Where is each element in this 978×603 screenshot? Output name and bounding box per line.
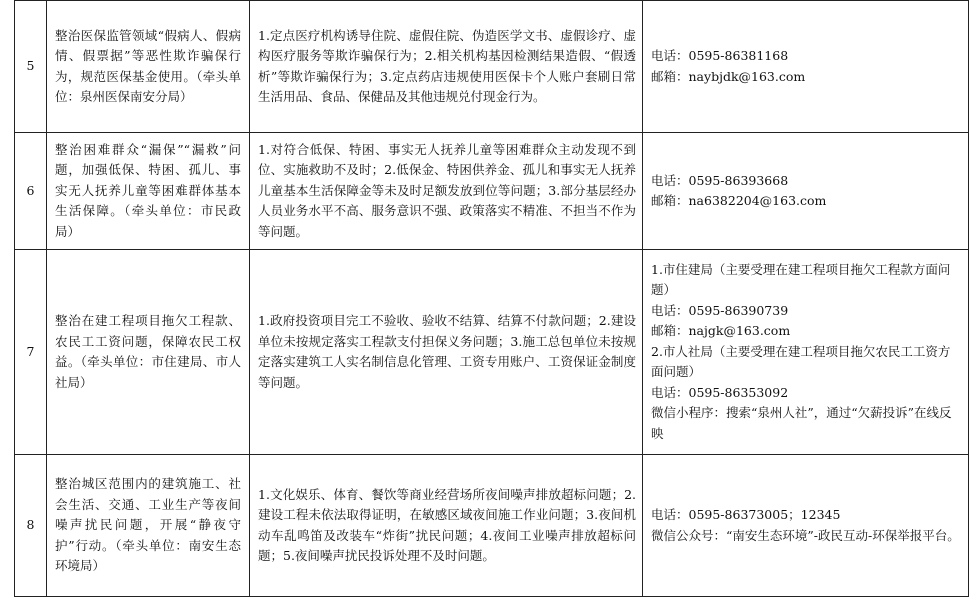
contact-dept-heading: 2.市人社局（主要受理在建工程项目拖欠农民工工资方面问题） (651, 343, 951, 380)
issues-cell: 1.对符合低保、特困、事实无人抚养儿童等困难群众主动发现不到位、实施救助不及时；2.低保金、特困供养金、孤儿和事实无人抚养儿童基本生活保障金等未及时足额发放到位等问题；3.部分基层经办人员业务水平不高、服务意识不强、政策落实不精准、不担当不作为等问题。 (250, 133, 643, 250)
contact-dept-heading: 1.市住建局（主要受理在建工程项目拖欠工程款方面问题） (651, 261, 951, 298)
contact-phone: 电话：0595-86393668 (651, 172, 789, 188)
row-number: 6 (15, 133, 47, 250)
row-number: 5 (15, 1, 47, 133)
contact-phone: 电话：0595-86353092 (651, 384, 789, 400)
table-row (15, 133, 969, 250)
issues-cell: 1.文化娱乐、体育、餐饮等商业经营场所夜间噪声排放超标问题；2.建设工程未依法取得证明，在敏感区域夜间施工作业问题；3.夜间机动车乱鸣笛及改装车“炸街”扰民问题；4.夜间工业噪声排放超标问题；5.夜间噪声扰民投诉处理不及时问题。 (250, 455, 643, 597)
contact-phone: 电话：0595-86373005；12345 (651, 507, 841, 522)
contact-email: 邮箱：na6382204@163.com (651, 193, 827, 208)
contact-phone: 电话：0595-86390739 (651, 302, 789, 318)
table-row (15, 1, 969, 133)
topic-cell: 整治在建工程项目拖欠工程款、农民工工资问题，保障农民工权益。（牵头单位：市住建局、市人社局） (47, 250, 250, 455)
contact-cell (643, 455, 969, 597)
topic-cell: 整治困难群众“漏保”“漏救”问题，加强低保、特困、孤儿、事实无人抚养儿童等困难群体基本生活保障。（牵头单位：市民政局） (47, 133, 250, 250)
contact-wechat-account: 微信公众号：“南安生态环境”-政民互动-环保举报平台。 (651, 527, 960, 543)
table-row (15, 250, 969, 455)
contact-cell (643, 1, 969, 133)
row-number: 7 (15, 250, 47, 455)
contact-email: 邮箱：najgk@163.com (651, 323, 791, 339)
topic-cell: 整治城区范围内的建筑施工、社会生活、交通、工业生产等夜间噪声扰民问题，开展“静夜守护”行动。（牵头单位：南安生态环境局） (47, 455, 250, 597)
contact-wechat-mini-program: 微信小程序：搜索“泉州人社”，通过“欠薪投诉”在线反映 (651, 405, 952, 441)
issues-cell: 1.定点医疗机构诱导住院、虚假住院、伪造医学文书、虚假诊疗、虚构医疗服务等欺诈骗保行为；2.相关机构基因检测结果造假、“假透析”等欺诈骗保行为；3.定点药店违规使用医保卡个人账户套刷日常生活用品、食品、保健品及其他违规兑付现金行为。 (250, 1, 643, 133)
issues-cell: 1.政府投资项目完工不验收、验收不结算、结算不付款问题；2.建设单位未按规定落实工程款支付担保义务问题；3.施工总包单位未按规定落实建筑工人实名制信息化管理、工资专用账户、工资保证金制度等问题。 (250, 250, 643, 455)
table-row (15, 455, 969, 597)
contact-email: 邮箱：naybjdk@163.com (651, 68, 806, 84)
topic-cell: 整治医保监管领域“假病人、假病情、假票据”等恶性欺诈骗保行为，规范医保基金使用。（牵头单位：泉州医保南安分局） (47, 1, 250, 133)
contact-phone: 电话：0595-86381168 (651, 48, 789, 63)
row-number: 8 (15, 455, 47, 597)
contact-cell (643, 250, 969, 455)
supervision-table (14, 0, 969, 597)
contact-cell (643, 133, 969, 250)
